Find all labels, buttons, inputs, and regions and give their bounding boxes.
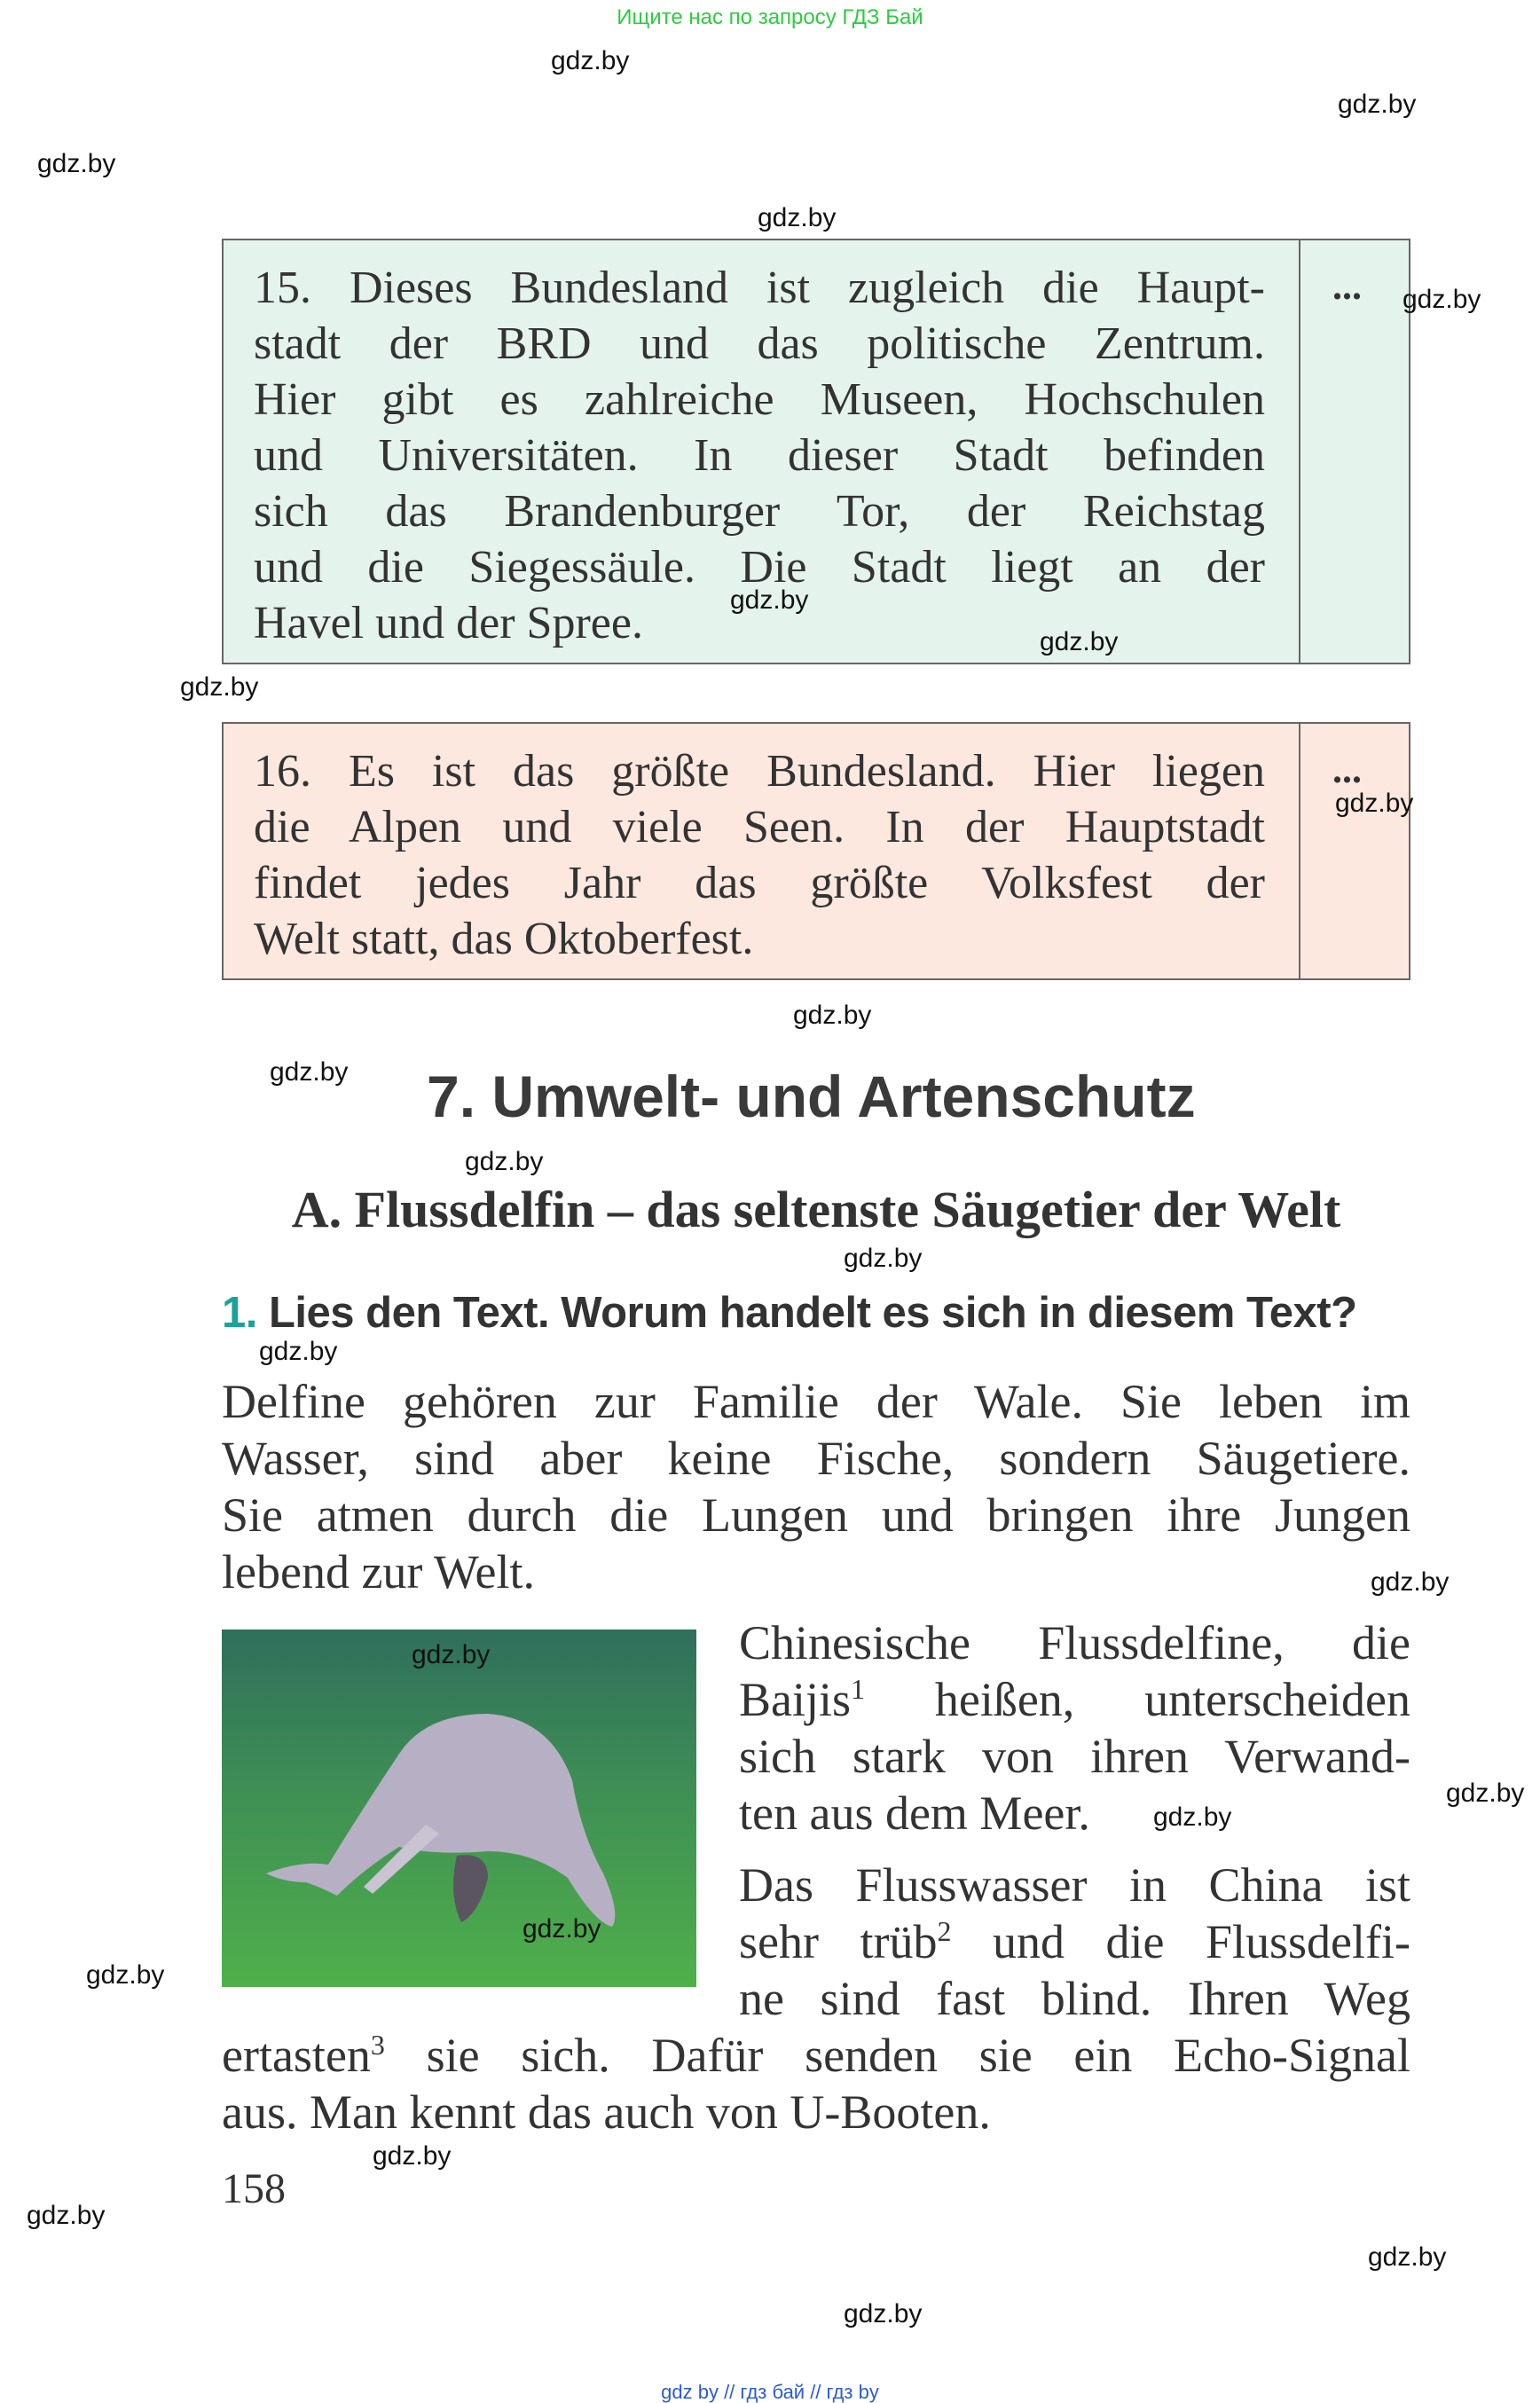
task-text: Lies den Text. Worum handelt es sich in diesem Text? <box>256 1289 1357 1337</box>
text-line: Wasser, sind aber keine Fische, sondern Säugetiere. <box>222 1432 1410 1485</box>
text-line: sich das Brandenburger Tor, der Reichstag <box>254 486 1265 537</box>
footnote-ref: 3 <box>370 2029 385 2061</box>
watermark-text: gdz.by <box>37 149 116 178</box>
text-line: und Universitäten. In dieser Stadt befinden <box>254 430 1265 481</box>
text-line: aus. Man kennt das auch von U-Booten. <box>222 2085 991 2139</box>
text: heißen, unterscheiden <box>865 1673 1410 1726</box>
watermark-text: gdz.by <box>844 2299 923 2328</box>
watermark-text: gdz.by <box>1368 2242 1447 2272</box>
text-line: stadt der BRD und das politische Zentrum. <box>254 318 1265 369</box>
text-line: Sie atmen durch die Lungen und bringen ihre Jungen <box>222 1488 1410 1542</box>
section-title: A. Flussdelfin – das seltenste Säugetier der Welt <box>291 1181 1341 1238</box>
text-line: 16. Es ist das größte Bundesland. Hier liegen <box>254 746 1265 797</box>
text: und die Flussdelfi- <box>951 1915 1410 1968</box>
answer-placeholder: ... <box>1332 264 1362 308</box>
watermark-text: gdz.by <box>465 1147 544 1176</box>
watermark-text: gdz.by <box>1153 1802 1232 1832</box>
watermark-text: gdz.by <box>180 672 259 702</box>
column-divider <box>1299 240 1300 663</box>
watermark-text: gdz.by <box>86 1960 165 1990</box>
box16-text <box>254 743 1265 967</box>
watermark-text: gdz.by <box>373 2141 452 2171</box>
page-number: 158 <box>222 2165 286 2212</box>
paragraph-3-cont <box>222 2027 1410 2140</box>
text-line <box>739 1913 1410 1970</box>
header-note[interactable]: Ищите нас по запросу ГДЗ Бай <box>617 5 923 29</box>
watermark-text: gdz.by <box>270 1057 349 1087</box>
text-line: Welt statt, das Oktoberfest. <box>254 914 754 964</box>
text-line: die Alpen und viele Seen. In der Hauptstadt <box>254 802 1265 852</box>
text-line: Chinesische Flussdelfine, die <box>739 1616 1410 1669</box>
text-line: 15. Dieses Bundesland ist zugleich die Haupt- <box>254 263 1265 313</box>
footnote-ref: 2 <box>937 1915 952 1947</box>
watermark-text: gdz.by <box>793 1001 872 1030</box>
watermark-text: gdz.by <box>551 46 630 75</box>
watermark-text: gdz.by <box>1335 789 1414 818</box>
watermark-text: gdz.by <box>1446 1779 1525 1808</box>
paragraph-1 <box>222 1373 1410 1600</box>
footnote-ref: 1 <box>851 1673 866 1705</box>
task-box-15 <box>222 239 1410 664</box>
text-line: Delfine gehören zur Familie der Wale. Sie leben im <box>222 1375 1410 1428</box>
footer-links[interactable]: gdz by // гдз бай // гдз by <box>661 2381 879 2403</box>
watermark-text: gdz.by <box>844 1244 923 1273</box>
watermark-text: gdz.by <box>1338 90 1417 119</box>
watermark-text: gdz.by <box>522 1914 601 1944</box>
paragraph-2 <box>739 1614 1410 1842</box>
dolphin-photo <box>222 1629 696 1987</box>
text-line: ten aus dem Meer. <box>739 1787 1090 1840</box>
answer-placeholder: ... <box>1332 748 1362 791</box>
watermark-text: gdz.by <box>1402 285 1481 314</box>
task-number: 1. <box>222 1289 257 1337</box>
text-line <box>739 1671 1410 1728</box>
watermark-text: gdz.by <box>259 1337 338 1366</box>
text-line: Das Flusswasser in China ist <box>739 1858 1410 1912</box>
text-line: lebend zur Welt. <box>222 1545 536 1598</box>
column-divider <box>1299 724 1300 978</box>
chapter-title: 7. Umwelt- und Artenschutz <box>427 1064 1196 1129</box>
text-line: ne sind fast blind. Ihren Weg <box>739 1972 1410 2025</box>
text-line: findet jedes Jahr das größte Volksfest der <box>254 858 1265 908</box>
text: sehr trüb <box>739 1915 938 1968</box>
watermark-text: gdz.by <box>27 2201 106 2230</box>
text-line: Havel und der Spree. <box>254 598 643 648</box>
watermark-text: gdz.by <box>1371 1567 1450 1597</box>
text-line <box>222 2027 1410 2084</box>
text-line: und die Siegessäule. Die Stadt liegt an der <box>254 542 1265 593</box>
text: ertasten <box>222 2029 371 2082</box>
text-line: sich stark von ihren Verwand- <box>739 1730 1410 1783</box>
task-box-16 <box>222 722 1410 980</box>
task-instruction <box>222 1288 1357 1338</box>
text-line: Hier gibt es zahlreiche Museen, Hochschulen <box>254 374 1265 425</box>
text: sie sich. Dafür senden sie ein Echo-Signal <box>384 2029 1410 2082</box>
watermark-text: gdz.by <box>730 585 809 615</box>
watermark-text: gdz.by <box>1040 627 1119 656</box>
text: Baijis <box>739 1673 852 1726</box>
paragraph-3 <box>739 1857 1410 2027</box>
watermark-text: gdz.by <box>412 1640 491 1669</box>
watermark-text: gdz.by <box>758 203 837 232</box>
